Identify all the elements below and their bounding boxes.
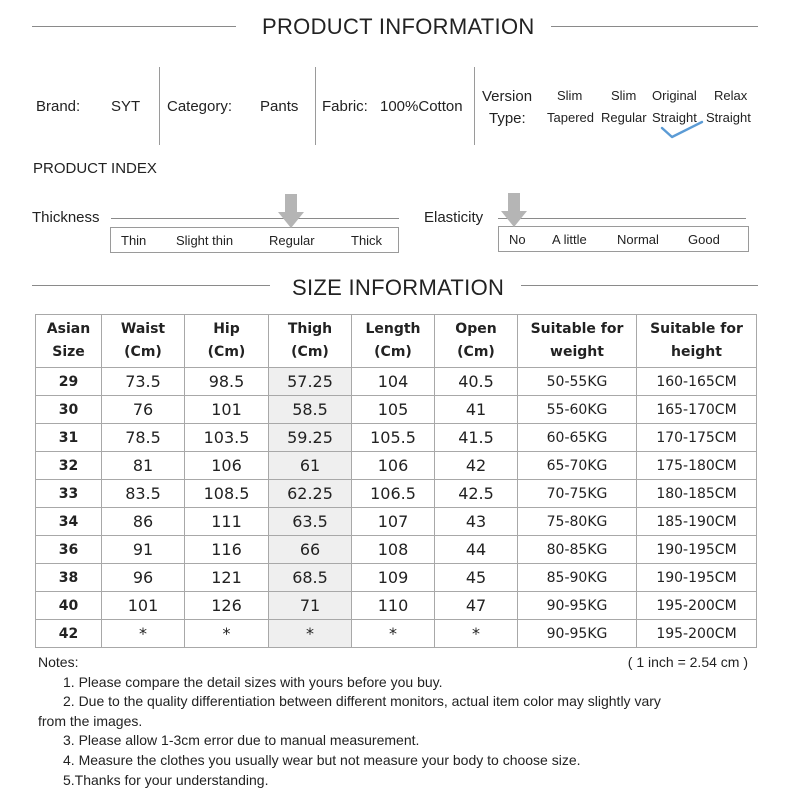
note-item: 4. Measure the clothes you usually wear but not measure your body to choose size. [63,751,581,768]
header-length: Length (Cm) [352,315,435,368]
table-cell: 90-95KG [518,592,637,620]
size-cell: 40 [36,592,102,620]
table-cell: 41 [435,396,518,424]
size-cell: 31 [36,424,102,452]
down-arrow-icon [278,194,304,228]
version-option-slim-tapered: Slim [557,88,583,103]
table-cell: 55-60KG [518,396,637,424]
table-cell: 91 [102,536,185,564]
table-cell: 104 [352,368,435,396]
table-row [36,620,757,648]
size-cell: 32 [36,452,102,480]
table-cell: 75-80KG [518,508,637,536]
table-cell: 40.5 [435,368,518,396]
table-cell: 71 [269,592,352,620]
elasticity-scale [498,226,749,252]
size-cell: 36 [36,536,102,564]
table-cell: 98.5 [185,368,269,396]
table-cell: 45 [435,564,518,592]
table-cell: 42.5 [435,480,518,508]
table-row [36,508,757,536]
table-cell: 103.5 [185,424,269,452]
table-cell: 47 [435,592,518,620]
note-item-continued: from the images. [38,712,143,729]
table-cell: 70-75KG [518,480,637,508]
table-cell: * [102,620,185,648]
table-cell: 68.5 [269,564,352,592]
table-cell: 106 [352,452,435,480]
elasticity-rule [498,218,746,219]
table-cell: 111 [185,508,269,536]
table-cell: 105.5 [352,424,435,452]
table-cell: 165-170CM [637,396,757,424]
header-waist: Waist (Cm) [102,315,185,368]
version-option-slim-tapered-2: Tapered [547,110,594,125]
note-item: 1. Please compare the detail sizes with yours before you buy. [63,673,443,690]
table-cell: 195-200CM [637,592,757,620]
table-cell: 121 [185,564,269,592]
table-cell: 180-185CM [637,480,757,508]
header-open: Open (Cm) [435,315,518,368]
table-cell: 175-180CM [637,452,757,480]
notes-title: Notes: [38,654,79,670]
size-table [35,314,757,648]
notes-section [38,653,758,790]
table-cell: 101 [102,592,185,620]
header-asian-size: Asian Size [36,315,102,368]
table-cell: 58.5 [269,396,352,424]
table-cell: 44 [435,536,518,564]
table-cell: 63.5 [269,508,352,536]
thickness-option-regular: Regular [269,233,315,248]
note-item: 3. Please allow 1-3cm error due to manual measurement. [63,732,420,749]
table-row [36,452,757,480]
table-cell: 195-200CM [637,620,757,648]
version-label: Version [482,88,533,105]
table-cell: 190-195CM [637,564,757,592]
note-item: 5.Thanks for your understanding. [63,771,269,788]
elasticity-option-normal: Normal [617,232,659,247]
table-cell: 106.5 [352,480,435,508]
table-row [36,592,757,620]
size-cell: 42 [36,620,102,648]
size-cell: 33 [36,480,102,508]
table-row [36,536,757,564]
size-cell: 30 [36,396,102,424]
thickness-option-slight-thin: Slight thin [176,233,234,248]
table-cell: 108 [352,536,435,564]
down-arrow-icon [501,193,527,227]
table-cell: 66 [269,536,352,564]
brand-label: Brand: [36,98,81,115]
product-information-title: PRODUCT INFORMATION [262,14,535,39]
table-cell: 43 [435,508,518,536]
table-cell: 110 [352,592,435,620]
table-cell: 105 [352,396,435,424]
table-cell: 83.5 [102,480,185,508]
version-option-original-straight-2: Straight [652,110,697,125]
table-cell: 116 [185,536,269,564]
category-label: Category: [167,98,233,115]
note-item: 2. Due to the quality differentiation between different monitors, actual item color may slightly vary [63,693,661,710]
table-cell: 109 [352,564,435,592]
table-cell: 96 [102,564,185,592]
fabric-value: 100%Cotton [380,98,463,115]
unit-conversion-note: ( 1 inch = 2.54 cm ) [627,654,748,670]
table-cell: 106 [185,452,269,480]
elasticity-option-good: Good [688,232,720,247]
table-cell: 185-190CM [637,508,757,536]
table-cell: 90-95KG [518,620,637,648]
table-cell: 101 [185,396,269,424]
checkmark-icon [660,120,704,140]
version-option-slim-regular: Slim [611,88,637,103]
product-index-title: PRODUCT INDEX [33,160,157,177]
table-cell: * [352,620,435,648]
thickness-label: Thickness [32,209,100,226]
table-cell: * [185,620,269,648]
thickness-option-thin: Thin [121,233,147,248]
thickness-rule [111,218,399,219]
header-suitable-weight: Suitable for weight [518,315,637,368]
version-option-original-straight: Original [652,88,697,103]
elasticity-label: Elasticity [424,209,484,226]
table-cell: 73.5 [102,368,185,396]
table-row [36,424,757,452]
title-rule-left [32,26,236,27]
thickness-option-thick: Thick [351,233,383,248]
version-option-relax-straight: Relax [714,88,748,103]
table-cell: 57.25 [269,368,352,396]
version-option-slim-regular-2: Regular [601,110,647,125]
table-cell: 107 [352,508,435,536]
table-row [36,480,757,508]
table-cell: * [269,620,352,648]
size-cell: 29 [36,368,102,396]
table-cell: 42 [435,452,518,480]
header-suitable-height: Suitable for height [637,315,757,368]
table-cell: 170-175CM [637,424,757,452]
elasticity-option-a-little: A little [552,232,587,247]
table-cell: 160-165CM [637,368,757,396]
size-cell: 34 [36,508,102,536]
header-hip: Hip (Cm) [185,315,269,368]
table-cell: 126 [185,592,269,620]
table-cell: 85-90KG [518,564,637,592]
brand-value: SYT [111,98,141,115]
table-cell: 62.25 [269,480,352,508]
size-cell: 38 [36,564,102,592]
table-cell: 76 [102,396,185,424]
table-cell: 190-195CM [637,536,757,564]
table-cell: 41.5 [435,424,518,452]
table-cell: 60-65KG [518,424,637,452]
header-thigh: Thigh (Cm) [269,315,352,368]
thickness-scale [110,227,399,253]
divider [474,67,475,145]
table-row [36,396,757,424]
table-cell: 86 [102,508,185,536]
table-cell: 81 [102,452,185,480]
size-information-title: SIZE INFORMATION [292,275,505,300]
divider [159,67,160,145]
table-row [36,564,757,592]
version-type-label: Type: [489,110,526,127]
version-option-relax-straight-2: Straight [706,110,751,125]
table-cell: 61 [269,452,352,480]
elasticity-option-no: No [509,232,526,247]
table-row [36,368,757,396]
table-cell: 65-70KG [518,452,637,480]
table-cell: 80-85KG [518,536,637,564]
table-header-row [36,315,757,368]
title-rule-right [551,26,758,27]
fabric-label: Fabric: [322,98,368,115]
table-cell: 78.5 [102,424,185,452]
table-cell: 108.5 [185,480,269,508]
category-value: Pants [260,98,299,115]
table-cell: 59.25 [269,424,352,452]
table-cell: 50-55KG [518,368,637,396]
divider [315,67,316,145]
table-cell: * [435,620,518,648]
size-title-rule-left [32,285,270,286]
size-title-rule-right [521,285,758,286]
